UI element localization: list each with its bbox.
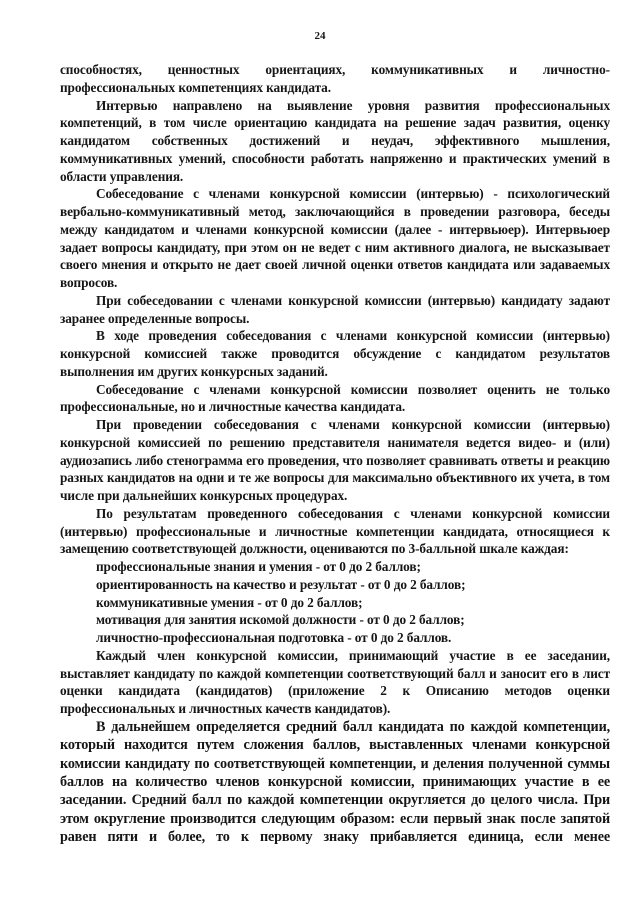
page-number: 24 (314, 30, 326, 42)
paragraph-rating-scale: По результатам проведенного собеседования с членами конкурсной комиссии (интервью) профессиональные и личностные компетенции кандидата, относящиеся к замещению соответствующей должности, оцениваются по 3-балльной шкале каждая: (60, 505, 610, 557)
criteria-item: коммуникативные умения - от 0 до 2 баллов; (96, 594, 363, 610)
paragraph-recording: При проведении собеседования с членами конкурсной комиссии (интервью) конкурсной комиссией по решению представителя нанимателя ведется видео- и (или) аудиозапись либо стенограмма его проведения, что позволяет сравнивать ответы и реакцию разных кандидатов на одни и те же вопросы для максимально объективного их учета, в том числе при дальнейших конкурсных процедурах. (60, 417, 610, 503)
criteria-item: мотивация для занятия искомой должности - от 0 до 2 баллов; (96, 612, 465, 628)
paragraph-interview-definition: Собеседование с членами конкурсной комиссии (интервью) - психологический вербально-коммуникативный метод, заключающийся в проведении разговора, беседы между кандидатом и членами конкурсной комиссии (далее - интервьюер). Интервьюер задает вопросы кандидату, при этом он не ведет с ним активного диалога, не высказывает своего мнения и открыто не дает своей личной оценки ответов кандидата или задаваемых вопросов. (60, 186, 610, 290)
paragraph-evaluation-sheet: Каждый член конкурсной комиссии, принимающий участие в ее заседании, выставляет кандидату по каждой компетенции соответствующий балл и заносит его в лист оценки кандидата (кандидатов) (приложение 2 к Описанию методов оценки профессиональных и личностных качеств кандидатов). (60, 647, 610, 716)
criteria-item: личностно-профессиональная подготовка - от 0 до 2 баллов. (96, 630, 452, 645)
criteria-item: профессиональные знания и умения - от 0 до 2 баллов; (96, 559, 421, 574)
paragraph-average-score: В дальнейшем определяется средний балл кандидата по каждой компетенции, который находится путем сложения баллов, выставленных членами конкурсной комиссии кандидату по соответствующей компетенции, и деления полученной суммы баллов на количество членов конкурсной комиссии, принимающих участие в ее заседании. Средний балл по каждой компетенции округляется до целого числа. При этом округление производится следующим образом: если первый знак после запятой равен пяти и более, то к первому знаку прибавляется единица, если менее (60, 718, 610, 846)
paragraph-interview-purpose: Интервью направлено на выявление уровня развития профессиональных компетенций, в том числе ориентацию кандидата на решение задач развития, оценку кандидатом собственных достижений и неудач, эффективного мышления, коммуникативных умений, способности работать напряженно и практических умений в области управления. (60, 97, 610, 184)
criteria-list (60, 558, 610, 647)
document-body (60, 61, 610, 847)
paragraph-discussion-results: В ходе проведения собеседования с членами конкурсной комиссии (интервью) конкурсной комиссией также проводится обсуждение с кандидатом результатов выполнения им других конкурсных заданий. (60, 328, 610, 379)
paragraph-predefined-questions: При собеседовании с членами конкурсной комиссии (интервью) кандидату задают заранее определенные вопросы. (60, 292, 610, 326)
paragraph-assess-qualities: Собеседование с членами конкурсной комиссии позволяет оценить не только профессиональные, но и личностные качества кандидата. (60, 381, 610, 415)
paragraph-continuation: способностях, ценностных ориентациях, коммуникативных и личностно-профессиональных компетенциях кандидата. (60, 62, 610, 95)
criteria-item: ориентированность на качество и результат - от 0 до 2 баллов; (96, 576, 466, 592)
